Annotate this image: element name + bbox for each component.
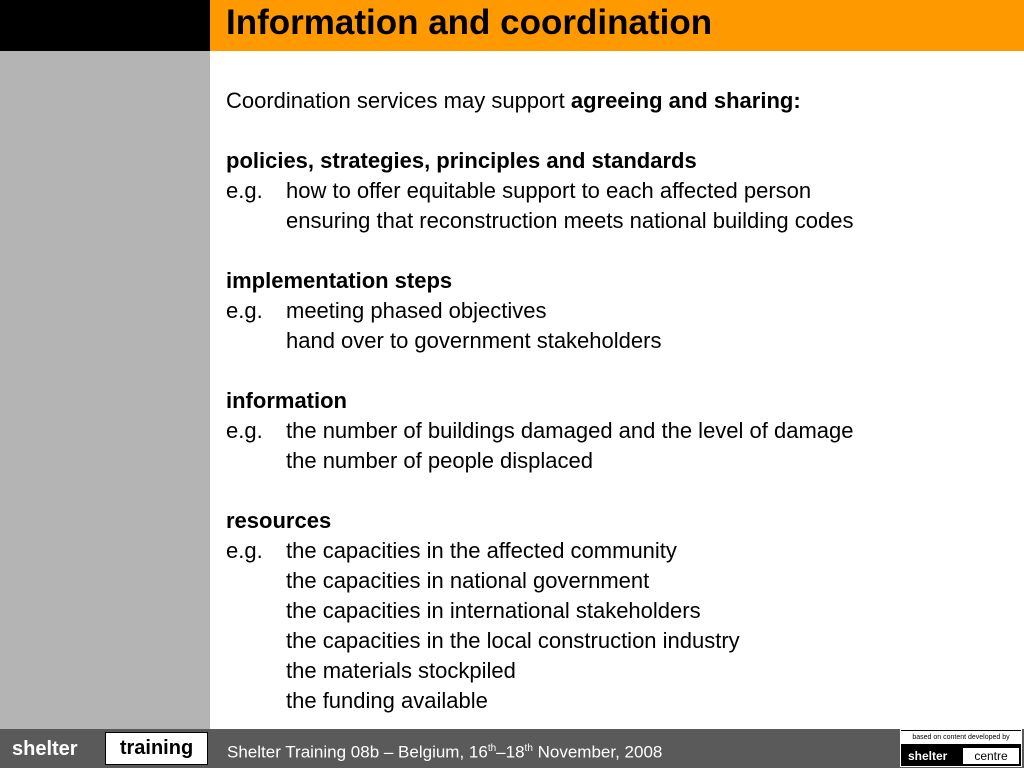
- item-text: the number of people displaced: [286, 448, 593, 473]
- list-item: [226, 206, 1016, 236]
- item-text: the materials stockpiled: [286, 658, 516, 683]
- list-item: [226, 536, 1016, 566]
- eg-label: e.g.: [226, 418, 263, 443]
- intro-text: Coordination services may support: [226, 88, 571, 113]
- item-text: how to offer equitable support to each affected person: [286, 178, 812, 203]
- training-logo-box: training: [105, 732, 208, 765]
- list-item: [226, 596, 1016, 626]
- item-text: the capacities in international stakeholders: [286, 598, 701, 623]
- item-text: ensuring that reconstruction meets national building codes: [286, 208, 854, 233]
- list-item: [226, 296, 1016, 326]
- slide-content: [226, 86, 1016, 716]
- item-text: the number of buildings damaged and the level of damage: [286, 418, 854, 443]
- item-text: the capacities in the affected community: [286, 538, 677, 563]
- corner-block: [0, 0, 210, 51]
- item-text: meeting phased objectives: [286, 298, 547, 323]
- list-item: [226, 566, 1016, 596]
- list-item: [226, 686, 1016, 716]
- item-text: the funding available: [286, 688, 488, 713]
- credit-caption: based on content developed by: [901, 731, 1021, 744]
- list-item: [226, 416, 1016, 446]
- credit-centre-text: centre: [963, 748, 1019, 764]
- eg-label: e.g.: [226, 178, 263, 203]
- section-heading: policies, strategies, principles and standards: [226, 148, 697, 173]
- list-item: [226, 656, 1016, 686]
- intro-bold: agreeing and sharing:: [570, 88, 801, 113]
- list-item: [226, 326, 1016, 356]
- intro-line: [226, 86, 1016, 116]
- credit-shelter-text: shelter: [908, 749, 948, 763]
- section-heading: resources: [226, 508, 332, 533]
- list-item: [226, 626, 1016, 656]
- section-heading: information: [226, 388, 347, 413]
- slide-title: Information and coordination: [226, 3, 713, 42]
- item-text: the capacities in national government: [286, 568, 650, 593]
- item-text: the capacities in the local construction industry: [286, 628, 740, 653]
- left-sidebar: [0, 51, 210, 729]
- footer-caption: Shelter Training 08b – Belgium, 16th–18th November, 2008: [227, 742, 663, 762]
- section-heading: implementation steps: [226, 268, 453, 293]
- footer-bar: [0, 729, 1024, 768]
- shelter-centre-logo: [900, 729, 1022, 767]
- list-item: [226, 176, 1016, 206]
- list-item: [226, 446, 1016, 476]
- eg-label: e.g.: [226, 538, 263, 563]
- eg-label: e.g.: [226, 298, 263, 323]
- shelter-logo-text: shelter: [12, 738, 78, 760]
- item-text: hand over to government stakeholders: [286, 328, 662, 353]
